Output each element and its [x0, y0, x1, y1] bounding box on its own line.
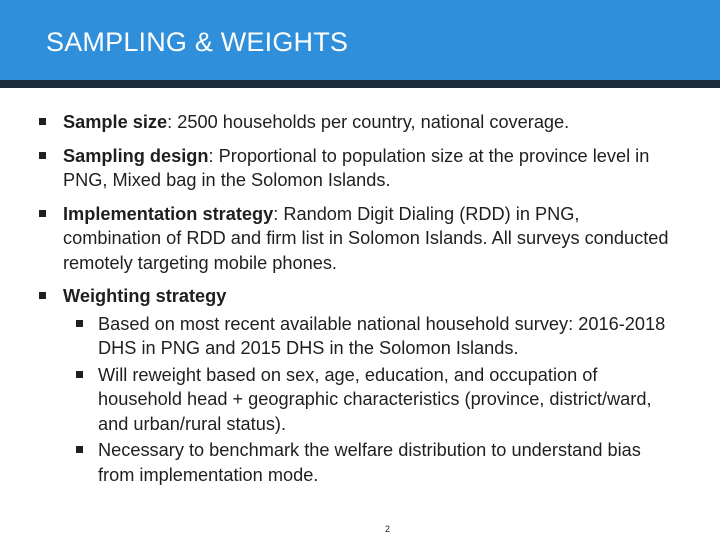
square-bullet-icon [39, 152, 46, 159]
square-bullet-icon [76, 371, 83, 378]
square-bullet-icon [39, 210, 46, 217]
bullet-item-weighting-strategy [38, 284, 678, 487]
slide-title: SAMPLING & WEIGHTS [46, 27, 349, 57]
bullet-item-sampling-design [38, 144, 678, 193]
sub-bullet-item [75, 312, 678, 361]
bullet-text: : Random Digit Dialing (RDD) in PNG, combination of RDD and firm list in Solomon Islands. All surveys conducted remotely targeting mobile phones. [63, 203, 669, 273]
square-bullet-icon [39, 118, 46, 125]
page-number: 2 [385, 524, 391, 534]
bullet-item-implementation-strategy [38, 202, 678, 276]
bullet-term: Sampling design [63, 145, 209, 166]
bullet-text: : Proportional to population size at the province level in PNG, Mixed bag in the Solomon Islands. [63, 145, 650, 190]
sub-bullet-text: Will reweight based on sex, age, education, and occupation of household head + geographic characteristics (province, district/ward, and urban/rural status). [98, 364, 652, 434]
bullet-term: Sample size [63, 112, 168, 132]
sub-bullet-item [75, 363, 678, 437]
sub-bullet-list [63, 312, 678, 488]
bullet-term: Weighting strategy [63, 286, 227, 306]
bullet-item-sample-size [38, 110, 678, 135]
square-bullet-icon [39, 292, 46, 299]
square-bullet-icon [76, 320, 83, 327]
sub-bullet-text: Based on most recent available national household survey: 2016-2018 DHS in PNG and 2015 DHS in the Solomon Islands. [98, 313, 666, 358]
bullet-text: : 2500 households per country, national coverage. [167, 112, 570, 132]
title-underline [0, 80, 720, 88]
bullet-term: Implementation strategy [63, 203, 274, 224]
square-bullet-icon [76, 446, 83, 453]
sub-bullet-text: Necessary to benchmark the welfare distribution to understand bias from implementation mode. [98, 440, 641, 485]
title-bar [0, 0, 720, 80]
bullet-list [38, 110, 678, 496]
sub-bullet-item [75, 438, 678, 487]
